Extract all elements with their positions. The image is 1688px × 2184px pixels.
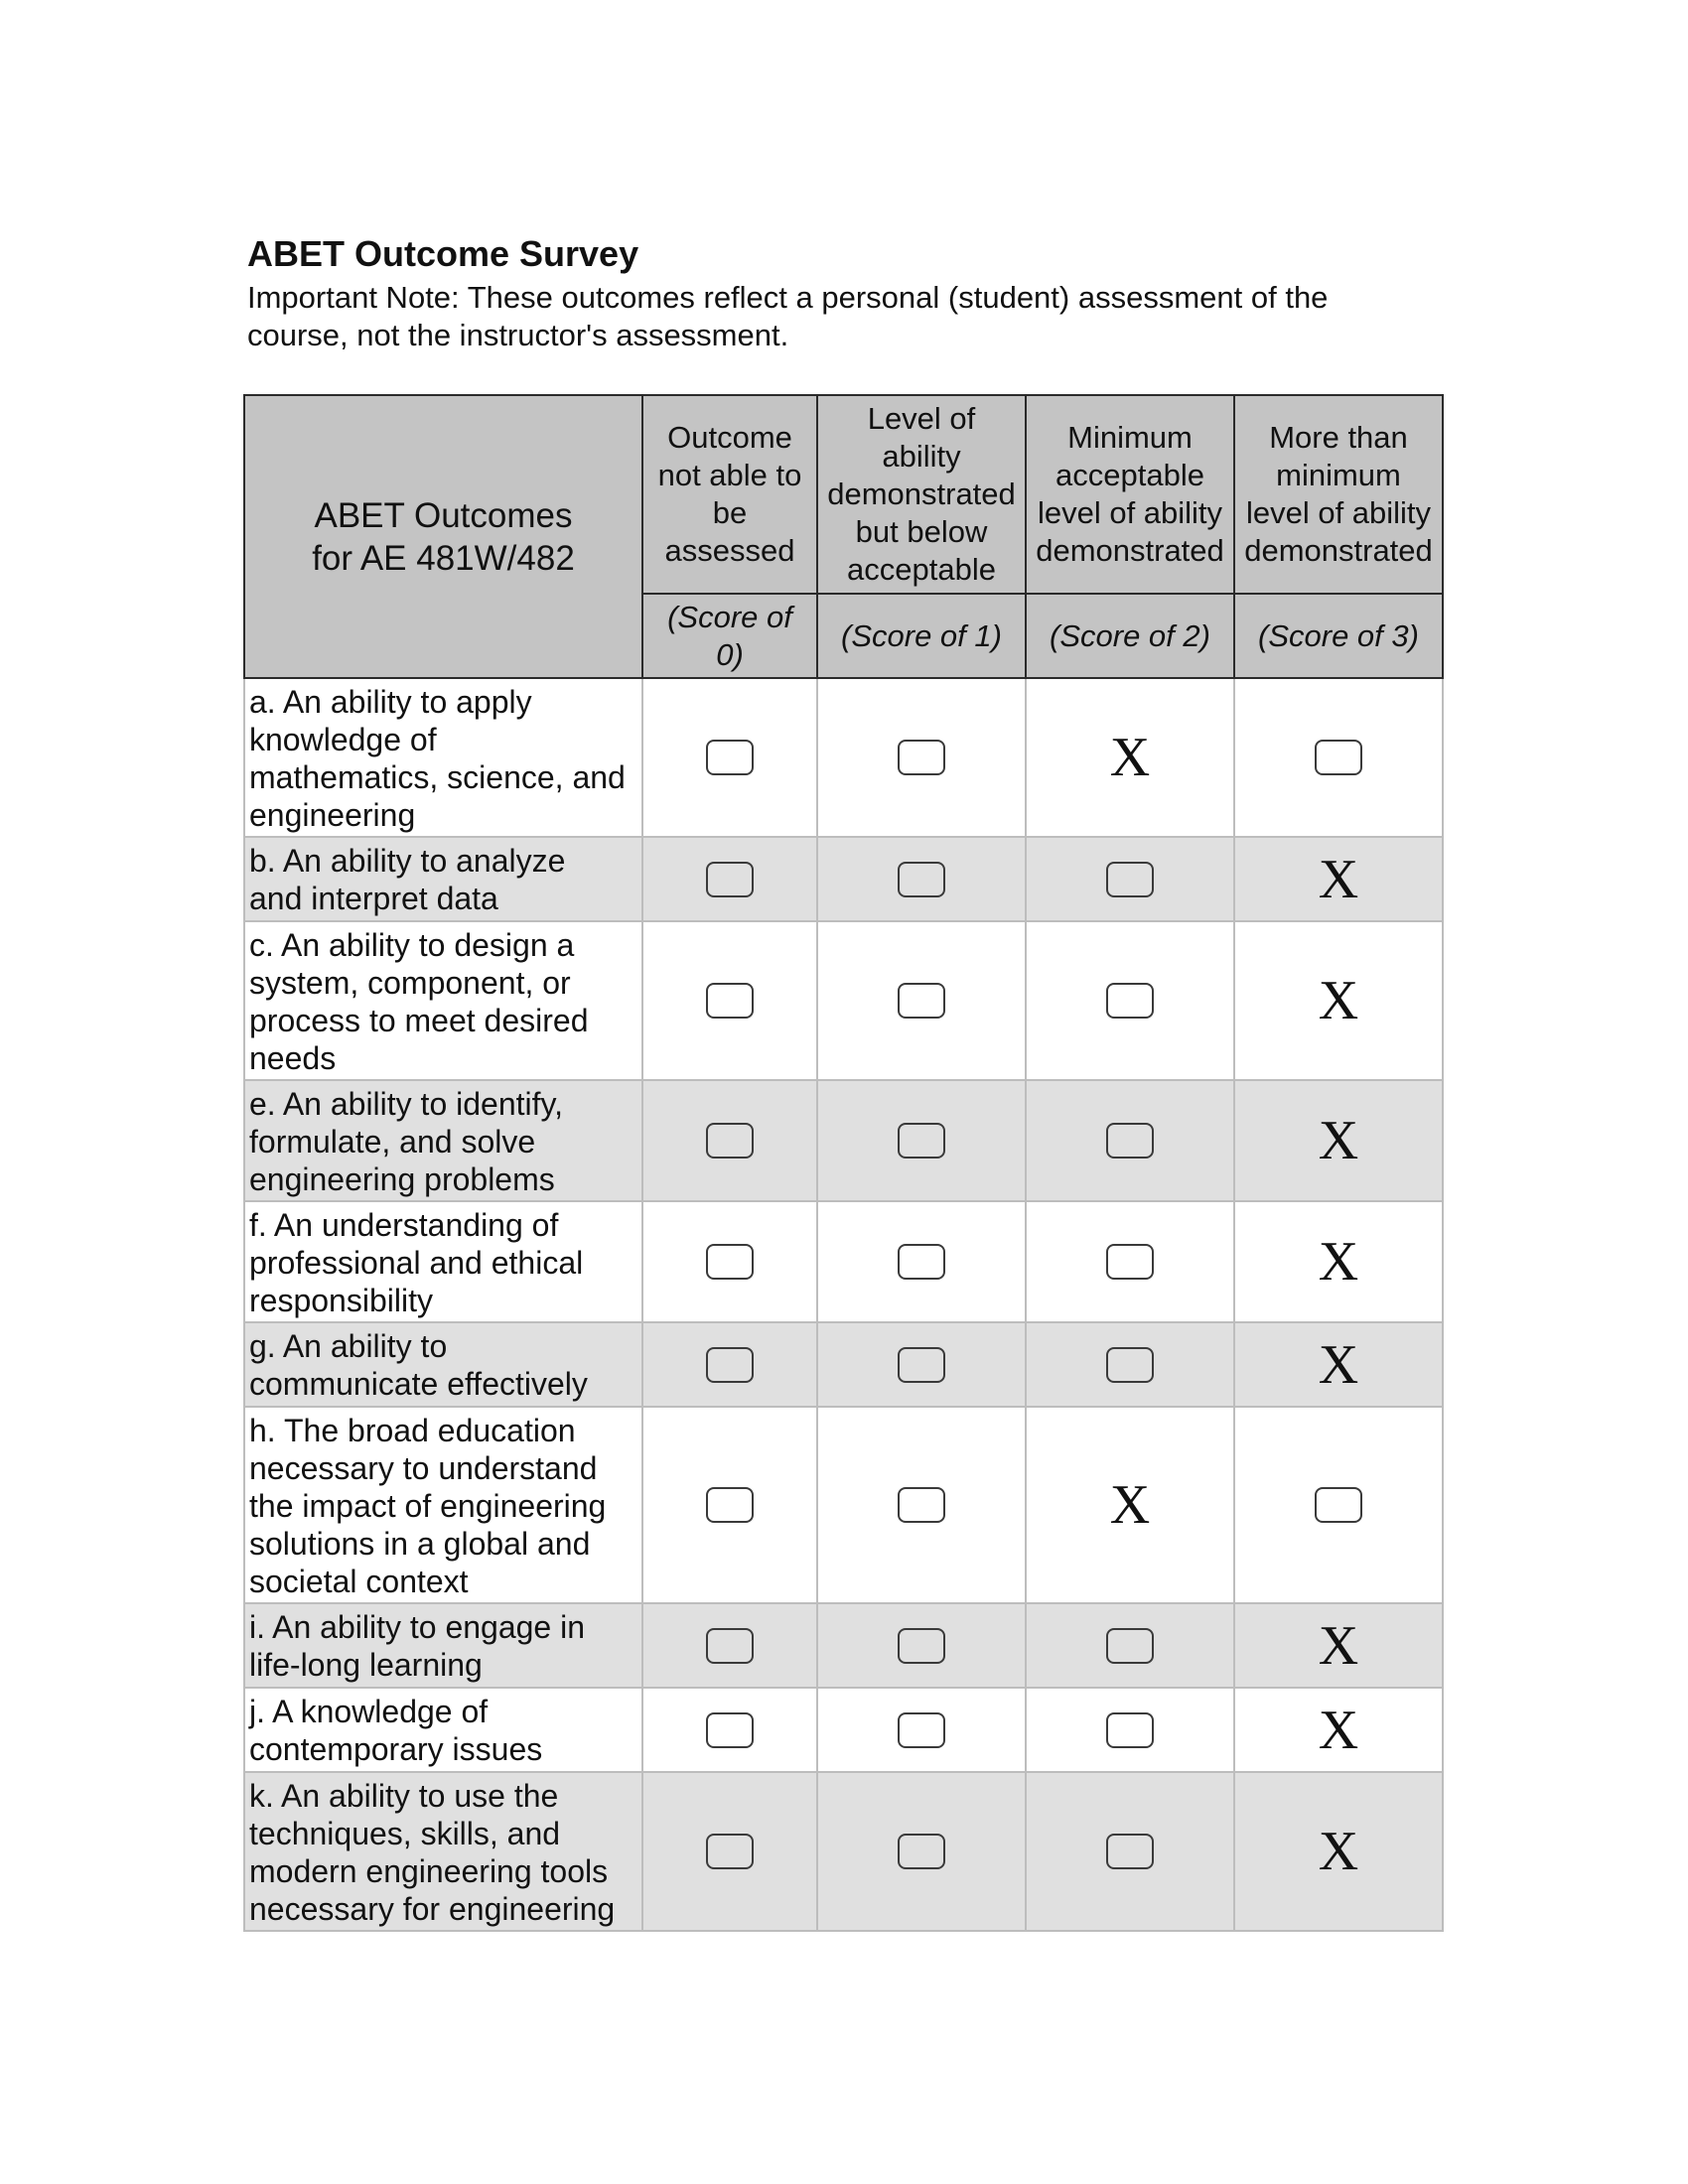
score-line: 0)	[716, 636, 744, 672]
empty-checkbox[interactable]	[1106, 1347, 1154, 1383]
x-mark[interactable]: X	[1318, 1614, 1359, 1677]
column-header-line: demonstrated	[827, 477, 1016, 511]
empty-checkbox[interactable]	[706, 1712, 754, 1748]
outcome-label	[244, 678, 642, 837]
outcome-line: a. An ability to apply	[249, 683, 532, 720]
empty-checkbox[interactable]	[898, 1123, 945, 1159]
score-2-cell	[1026, 1603, 1234, 1688]
score-1-cell	[817, 921, 1026, 1080]
empty-checkbox[interactable]	[1106, 1834, 1154, 1869]
empty-checkbox[interactable]	[706, 740, 754, 775]
note-line-2: course, not the instructor's assessment.	[247, 318, 789, 352]
empty-checkbox[interactable]	[706, 862, 754, 897]
header-below-acceptable	[817, 395, 1026, 594]
x-mark[interactable]: X	[1318, 1333, 1359, 1396]
x-mark[interactable]: X	[1318, 1231, 1359, 1293]
score-2-cell	[1026, 1407, 1234, 1603]
column-header-line: acceptable	[1055, 458, 1204, 492]
score-0-cell	[642, 678, 817, 837]
empty-checkbox[interactable]	[1106, 1712, 1154, 1748]
outcome-line: mathematics, science, and	[249, 758, 626, 795]
score-3-cell	[1234, 837, 1443, 921]
empty-checkbox[interactable]	[1315, 1487, 1362, 1523]
outcome-survey-table	[243, 394, 1444, 1932]
outcome-line: techniques, skills, and	[249, 1815, 561, 1851]
header-not-assessed	[642, 395, 817, 594]
corner-line-2: for AE 481W/482	[312, 538, 575, 578]
score-1-label	[817, 594, 1026, 678]
outcome-line: h. The broad education	[249, 1412, 576, 1448]
empty-checkbox[interactable]	[706, 1834, 754, 1869]
outcome-line: engineering	[249, 796, 416, 833]
outcome-line: the impact of engineering	[249, 1487, 607, 1524]
score-0-cell	[642, 1201, 817, 1322]
empty-checkbox[interactable]	[706, 1244, 754, 1280]
table-row	[244, 1407, 1443, 1603]
score-2-cell	[1026, 678, 1234, 837]
empty-checkbox[interactable]	[898, 740, 945, 775]
table-row	[244, 1322, 1443, 1407]
outcome-label	[244, 1688, 642, 1772]
empty-checkbox[interactable]	[898, 1712, 945, 1748]
empty-checkbox[interactable]	[1106, 1123, 1154, 1159]
score-1-cell	[817, 1322, 1026, 1407]
score-line: (Score of 2)	[1050, 617, 1210, 653]
score-line: (Score of	[667, 599, 792, 634]
outcome-line: b. An ability to analyze	[249, 843, 566, 879]
score-line: (Score of 1)	[841, 617, 1002, 653]
table-row	[244, 1772, 1443, 1931]
table-row	[244, 1688, 1443, 1772]
score-line: (Score of 3)	[1258, 617, 1419, 653]
score-1-cell	[817, 1080, 1026, 1201]
table-row	[244, 678, 1443, 837]
empty-checkbox[interactable]	[898, 1628, 945, 1664]
table-row	[244, 1201, 1443, 1322]
header-abet-outcomes	[244, 395, 642, 678]
score-0-cell	[642, 921, 817, 1080]
header-more-than-minimum	[1234, 395, 1443, 594]
column-header-line: level of ability	[1245, 495, 1432, 530]
score-1-cell	[817, 1603, 1026, 1688]
x-mark[interactable]: X	[1318, 1821, 1359, 1882]
score-2-cell	[1026, 921, 1234, 1080]
x-mark[interactable]: X	[1318, 1110, 1359, 1171]
column-header-line: ability	[882, 439, 961, 474]
header-minimum-acceptable	[1026, 395, 1234, 594]
column-header-line: Outcome	[667, 420, 792, 455]
outcome-line: societal context	[249, 1563, 469, 1599]
empty-checkbox[interactable]	[898, 983, 945, 1019]
outcome-rows	[244, 678, 1443, 1931]
score-0-cell	[642, 1080, 817, 1201]
empty-checkbox[interactable]	[898, 1244, 945, 1280]
empty-checkbox[interactable]	[1106, 1628, 1154, 1664]
outcome-line: g. An ability to	[249, 1328, 448, 1364]
outcome-label	[244, 1772, 642, 1931]
score-0-cell	[642, 837, 817, 921]
outcome-line: solutions in a global and	[249, 1525, 591, 1562]
score-3-cell	[1234, 678, 1443, 837]
table-row	[244, 921, 1443, 1080]
outcome-label	[244, 1407, 642, 1603]
score-3-cell	[1234, 1407, 1443, 1603]
outcome-line: i. An ability to engage in	[249, 1609, 586, 1645]
score-2-cell	[1026, 1772, 1234, 1931]
score-2-cell	[1026, 1201, 1234, 1322]
x-mark[interactable]: X	[1109, 1474, 1151, 1536]
score-1-cell	[817, 837, 1026, 921]
outcome-line: communicate effectively	[249, 1366, 588, 1402]
x-mark[interactable]: X	[1318, 970, 1359, 1031]
x-mark[interactable]: X	[1318, 1699, 1359, 1761]
table-row	[244, 1603, 1443, 1688]
empty-checkbox[interactable]	[898, 1834, 945, 1869]
outcome-line: f. An understanding of	[249, 1206, 559, 1243]
score-3-cell	[1234, 1201, 1443, 1322]
empty-checkbox[interactable]	[706, 1123, 754, 1159]
outcome-line: process to meet desired	[249, 1002, 589, 1038]
outcome-label	[244, 1603, 642, 1688]
outcome-line: j. A knowledge of	[249, 1694, 489, 1729]
empty-checkbox[interactable]	[898, 1347, 945, 1383]
outcome-line: c. An ability to design a	[249, 926, 575, 963]
empty-checkbox[interactable]	[1106, 862, 1154, 897]
outcome-label	[244, 837, 642, 921]
score-2-label	[1026, 594, 1234, 678]
empty-checkbox[interactable]	[898, 1487, 945, 1523]
score-1-cell	[817, 1201, 1026, 1322]
outcome-line: knowledge of	[249, 721, 437, 757]
score-3-cell	[1234, 1688, 1443, 1772]
score-1-cell	[817, 1688, 1026, 1772]
score-3-cell	[1234, 921, 1443, 1080]
score-2-cell	[1026, 837, 1234, 921]
column-header-line: assessed	[664, 533, 795, 568]
empty-checkbox[interactable]	[1315, 740, 1362, 775]
note-line-1: Important Note: These outcomes reflect a personal (student) assessment of the	[247, 280, 1329, 315]
column-header-line: not able to	[657, 458, 802, 492]
column-header-line: be	[712, 495, 748, 530]
outcome-line: necessary for engineering	[249, 1890, 616, 1927]
score-3-cell	[1234, 1080, 1443, 1201]
outcome-label	[244, 921, 642, 1080]
outcome-label	[244, 1201, 642, 1322]
outcome-label	[244, 1080, 642, 1201]
empty-checkbox[interactable]	[898, 862, 945, 897]
outcome-line: life-long learning	[249, 1647, 483, 1683]
score-2-cell	[1026, 1322, 1234, 1407]
column-header-line: demonstrated	[1036, 533, 1224, 568]
outcome-line: contemporary issues	[249, 1731, 543, 1767]
score-3-cell	[1234, 1772, 1443, 1931]
score-3-cell	[1234, 1603, 1443, 1688]
score-1-cell	[817, 1772, 1026, 1931]
empty-checkbox[interactable]	[706, 1347, 754, 1383]
score-0-cell	[642, 1322, 817, 1407]
page-title: ABET Outcome Survey	[247, 233, 639, 274]
column-header-line: More than	[1269, 420, 1408, 455]
column-header-line: minimum	[1276, 458, 1401, 492]
corner-line-1: ABET Outcomes	[314, 495, 573, 535]
outcome-line: engineering problems	[249, 1160, 555, 1197]
outcome-line: necessary to understand	[249, 1449, 598, 1486]
score-0-label	[642, 594, 817, 678]
outcome-line: e. An ability to identify,	[249, 1085, 564, 1122]
score-2-cell	[1026, 1688, 1234, 1772]
score-3-label	[1234, 594, 1443, 678]
outcome-line: formulate, and solve	[249, 1123, 536, 1160]
empty-checkbox[interactable]	[1106, 1244, 1154, 1280]
score-1-cell	[817, 1407, 1026, 1603]
outcome-line: professional and ethical	[249, 1244, 584, 1281]
empty-checkbox[interactable]	[706, 1487, 754, 1523]
outcome-label	[244, 1322, 642, 1407]
column-header-line: but below	[855, 514, 988, 549]
empty-checkbox[interactable]	[1106, 983, 1154, 1019]
empty-checkbox[interactable]	[706, 1628, 754, 1664]
column-header-line: demonstrated	[1244, 533, 1433, 568]
score-0-cell	[642, 1688, 817, 1772]
outcome-line: needs	[249, 1039, 337, 1076]
empty-checkbox[interactable]	[706, 983, 754, 1019]
score-0-cell	[642, 1603, 817, 1688]
table-header	[244, 395, 1443, 678]
outcome-line: and interpret data	[249, 881, 498, 916]
column-header-line: Level of	[867, 401, 976, 436]
column-header-line: level of ability	[1037, 495, 1223, 530]
score-3-cell	[1234, 1322, 1443, 1407]
table-row	[244, 1080, 1443, 1201]
score-0-cell	[642, 1407, 817, 1603]
x-mark[interactable]: X	[1109, 727, 1151, 788]
x-mark[interactable]: X	[1318, 848, 1359, 910]
outcome-line: system, component, or	[249, 964, 571, 1001]
score-0-cell	[642, 1772, 817, 1931]
score-2-cell	[1026, 1080, 1234, 1201]
important-note	[247, 279, 1459, 354]
outcome-line: responsibility	[249, 1282, 433, 1318]
score-1-cell	[817, 678, 1026, 837]
outcome-line: k. An ability to use the	[249, 1777, 559, 1814]
outcome-line: modern engineering tools	[249, 1852, 609, 1889]
column-header-line: Minimum	[1067, 420, 1193, 455]
column-header-line: acceptable	[847, 552, 996, 587]
table-row	[244, 837, 1443, 921]
